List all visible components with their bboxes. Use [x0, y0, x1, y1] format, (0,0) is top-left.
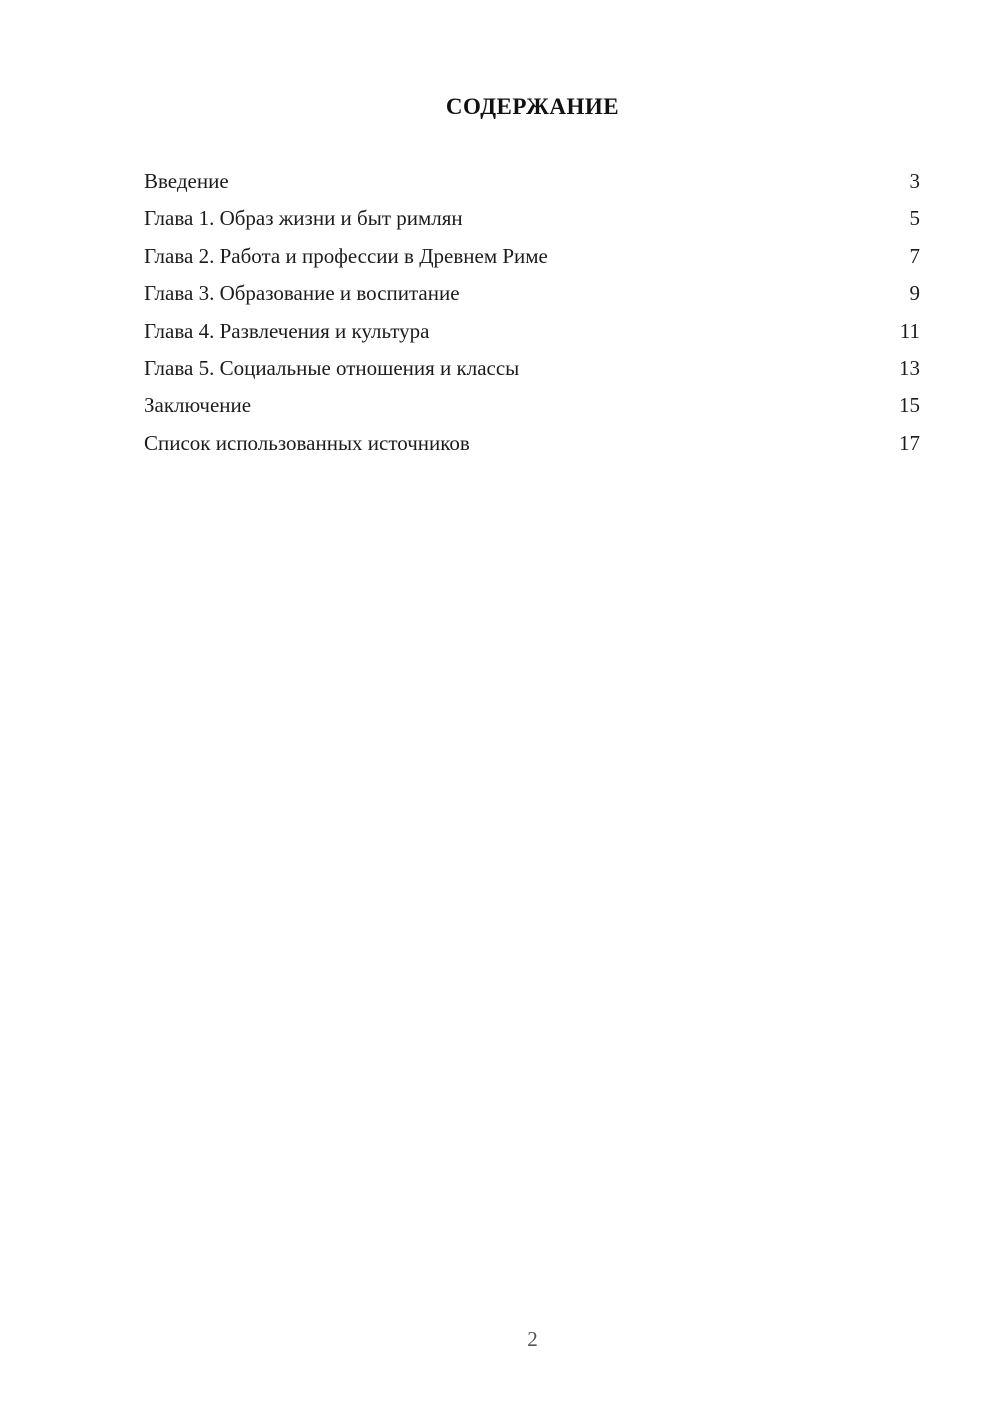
- page-number-footer: 2: [527, 1327, 538, 1351]
- toc-entry-page-number: 3: [909, 169, 920, 193]
- toc-row: [144, 238, 920, 275]
- toc-entry-page-number: 11: [899, 318, 920, 343]
- toc-entry-label: Глава 5. Социальные отношения и классы: [144, 355, 520, 380]
- toc-entry-label: Список использованных источников: [144, 430, 470, 455]
- toc-entry-page-number: 9: [909, 281, 920, 306]
- toc-entry-page-number: 15: [899, 393, 920, 418]
- toc-entry-page-number: 5: [909, 206, 920, 231]
- toc-row: [144, 200, 920, 237]
- toc-entry-label: Глава 2. Работа и профессии в Древнем Риме: [144, 243, 548, 268]
- toc-entry-label: Заключение: [144, 393, 252, 418]
- toc-row: [144, 425, 920, 462]
- toc-entry-page-number: 7: [909, 243, 920, 268]
- toc-entry-label: Введение: [144, 169, 229, 193]
- page-title: СОДЕРЖАНИЕ: [445, 94, 620, 119]
- toc-entry-label: Глава 4. Развлечения и культура: [144, 318, 430, 343]
- toc-entry-label: Глава 3. Образование и воспитание: [144, 281, 460, 306]
- toc-row: [144, 275, 920, 312]
- toc-row: [144, 163, 920, 200]
- toc-row: [144, 313, 920, 350]
- toc-entry-page-number: 13: [899, 355, 920, 380]
- toc-row: [144, 387, 920, 424]
- toc-row: [144, 350, 920, 387]
- toc-entry-page-number: 17: [899, 430, 920, 455]
- toc-entry-label: Глава 1. Образ жизни и быт римлян: [144, 206, 463, 231]
- toc-list: [144, 163, 920, 462]
